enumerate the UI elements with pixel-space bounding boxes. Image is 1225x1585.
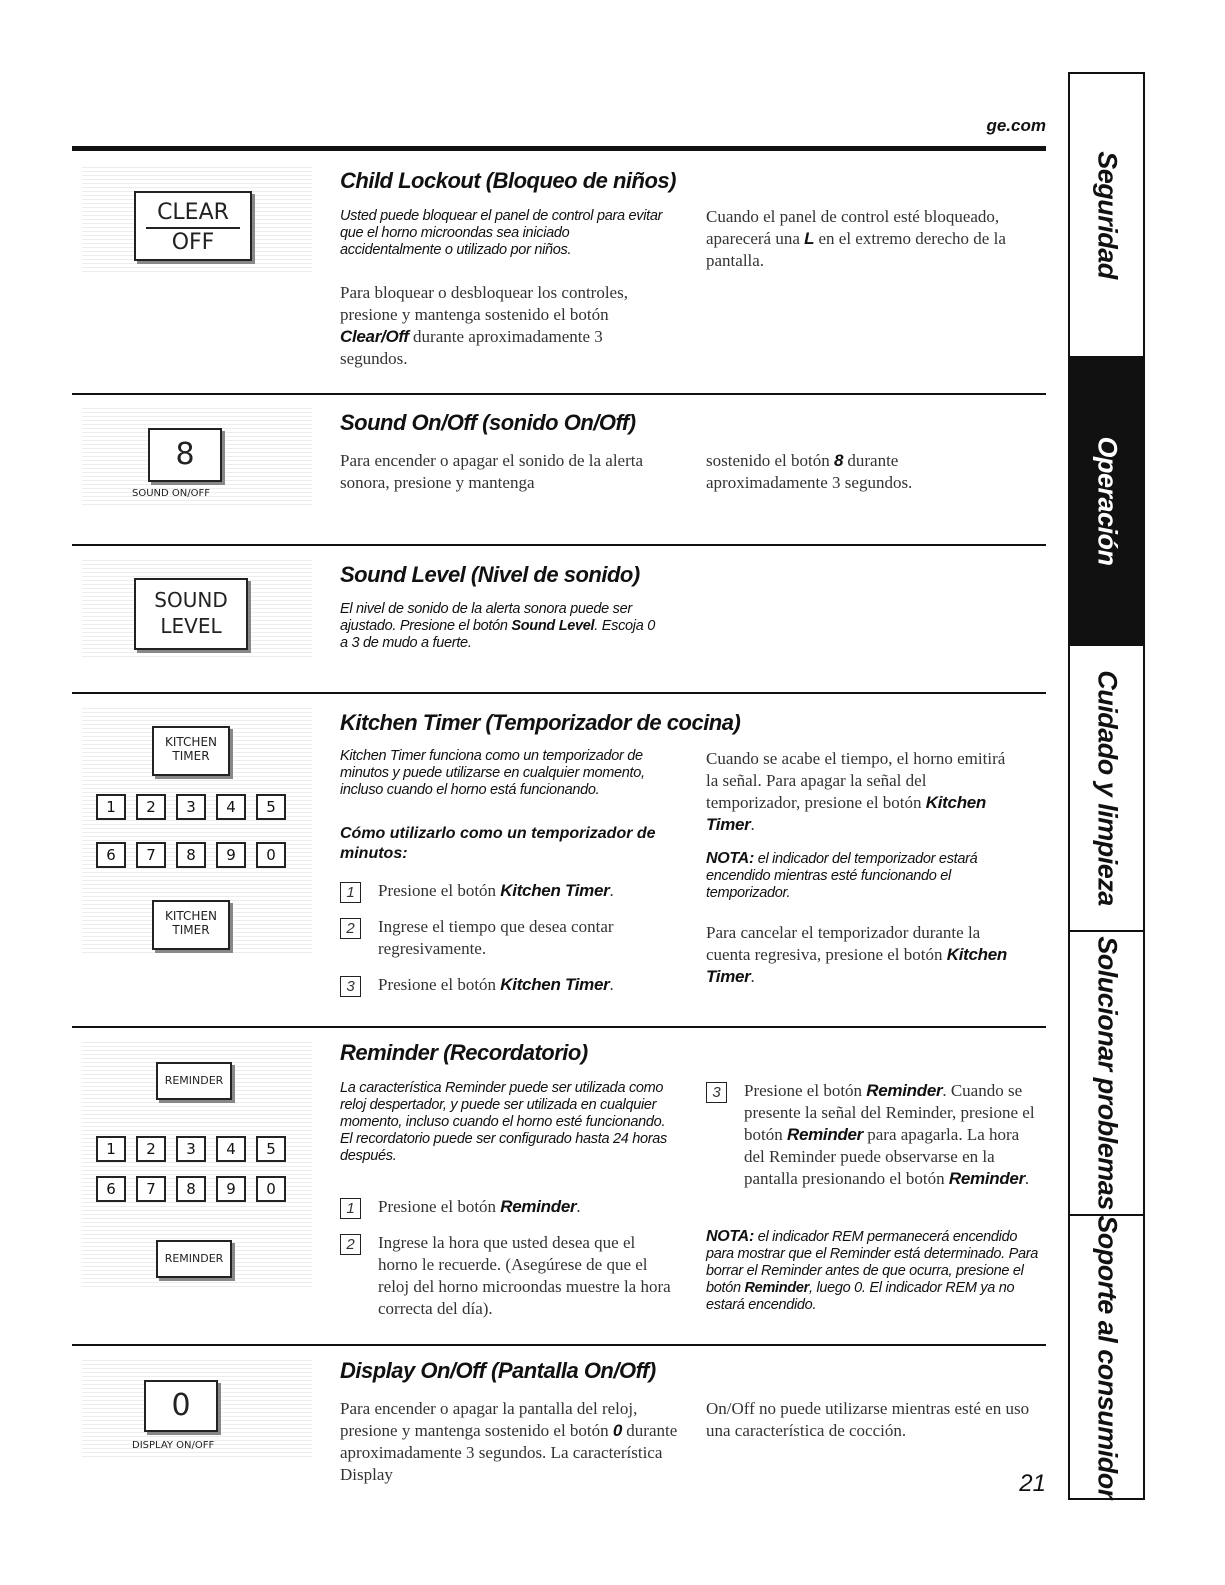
tab-soporte-al-consumidor[interactable]: Soporte al consumidor: [1092, 1215, 1122, 1499]
section-divider: [72, 692, 1046, 694]
kitchen-timer-key-bottom: KITCHEN TIMER: [152, 900, 230, 950]
level-key-label: LEVEL: [160, 614, 222, 638]
step-number: 2: [340, 1234, 361, 1255]
sound-level-body: El nivel de sonido de la alerta sonora puede ser ajustado. Presione el botón Sound Level. Escoja 0 a 3 de mudo a fuerte.: [340, 601, 655, 651]
keypad-key-9: 9: [216, 842, 246, 868]
section-tabs: [1068, 72, 1145, 1500]
clear-key-label: CLEAR: [146, 199, 240, 229]
sound-onoff-key-label: SOUND ON/OFF: [132, 488, 210, 499]
section-divider: [72, 544, 1046, 546]
reminder-panel-illustration: [82, 1040, 312, 1290]
keypad-key-8: 8: [176, 842, 206, 868]
sound-level-key: [134, 578, 248, 650]
display-onoff-panel-illustration: [82, 1360, 312, 1460]
kitchen-timer-title: Kitchen Timer (Temporizador de cocina): [340, 710, 741, 735]
child-lockout-title: Child Lockout (Bloqueo de niños): [340, 168, 676, 193]
keypad-key-3: 3: [176, 1136, 206, 1162]
keypad-key-0: 0: [256, 1176, 286, 1202]
child-lockout-right: Cuando el panel de control esté bloqueado, aparecerá una L en el extremo derecho de la pantalla.: [706, 207, 1006, 270]
sound-level-panel-illustration: [82, 560, 312, 660]
display-onoff-title: Display On/Off (Pantalla On/Off): [340, 1358, 656, 1383]
keypad-key-5: 5: [256, 1136, 286, 1162]
tab-operacion[interactable]: Operación: [1070, 358, 1143, 646]
kitchen-timer-right-2: Para cancelar el temporizador durante la cuenta regresiva, presione el botón Kitchen Timer.: [706, 923, 1007, 986]
child-lockout-intro: Usted puede bloquear el panel de control para evitar que el horno microondas sea iniciado accidentalmente o utilizado por niños.: [340, 208, 663, 258]
keypad-key-7: 7: [136, 842, 166, 868]
keypad-key-6: 6: [96, 1176, 126, 1202]
reminder-key-top: REMINDER: [156, 1062, 232, 1100]
sound-onoff-title: Sound On/Off (sonido On/Off): [340, 410, 636, 435]
tab-solucionar-problemas[interactable]: Solucionar problemas: [1070, 932, 1143, 1216]
kitchen-timer-panel-illustration: [82, 706, 312, 956]
sound-key-label: SOUND: [154, 588, 228, 612]
clear-off-panel-illustration: [82, 165, 312, 275]
sound-onoff-right: sostenido el botón 8 durante aproximadamente 3 segundos.: [706, 451, 913, 492]
keypad-key-2: 2: [136, 1136, 166, 1162]
site-url: ge.com: [986, 116, 1046, 135]
step-number: 3: [706, 1082, 727, 1103]
step-number: 3: [340, 976, 361, 997]
step-number: 1: [340, 1198, 361, 1219]
sound-level-title: Sound Level (Nivel de sonido): [340, 562, 640, 587]
reminder-title: Reminder (Recordatorio): [340, 1040, 588, 1065]
keypad-key-2: 2: [136, 794, 166, 820]
keypad-key-9: 9: [216, 1176, 246, 1202]
section-divider: [72, 393, 1046, 395]
keypad-key-4: 4: [216, 794, 246, 820]
keypad-key-3: 3: [176, 794, 206, 820]
page-number: 21: [1019, 1470, 1046, 1497]
off-key-label: OFF: [171, 230, 215, 255]
reminder-intro: La característica Reminder puede ser utilizada como reloj despertador, y puede ser utilizada en cualquier momento, incluso cuando el horno esté funcionando. El recordatorio puede ser configurado hasta 24 horas después.: [340, 1080, 667, 1164]
kitchen-timer-note: NOTA: el indicador del temporizador estará encendido mientras esté funcionando el temporizador.: [706, 850, 978, 901]
display-onoff-right: On/Off no puede utilizarse mientras esté en uso una característica de cocción.: [706, 1399, 1030, 1440]
display-onoff-key-label: DISPLAY ON/OFF: [132, 1440, 215, 1451]
kitchen-timer-right-1: Cuando se acabe el tiempo, el horno emitirá la señal. Para apagar la señal del temporizador, presione el botón Kitchen Timer.: [706, 749, 1006, 834]
kitchen-timer-intro: Kitchen Timer funciona como un temporizador de minutos y puede utilizarse en cualquier momento, incluso cuando el horno está funcionando.: [340, 748, 645, 798]
section-divider: [72, 1026, 1046, 1028]
keypad-key-7: 7: [136, 1176, 166, 1202]
keypad-key-6: 6: [96, 842, 126, 868]
display-onoff-body: Para encender o apagar la pantalla del reloj, presione y mantenga sostenido el botón 0 durante aproximadamente 3 segundos. La característica Display: [340, 1399, 678, 1484]
keypad-key-1: 1: [96, 1136, 126, 1162]
keypad-key-4: 4: [216, 1136, 246, 1162]
section-divider: [72, 1344, 1046, 1346]
header-rule: [72, 146, 1046, 151]
clear-off-ref: Clear/Off: [340, 327, 409, 346]
child-lockout-body: Para bloquear o desbloquear los controles, presione y mantenga sostenido el botón Clear/Off durante aproximadamente 3 segundos.: [340, 283, 628, 368]
keypad-key-1: 1: [96, 794, 126, 820]
zero-key: 0: [144, 1380, 218, 1432]
clear-off-key: [134, 191, 252, 261]
sound-onoff-panel-illustration: [82, 408, 312, 508]
tab-seguridad[interactable]: Seguridad: [1070, 74, 1143, 358]
keypad-key-0: 0: [256, 842, 286, 868]
kitchen-timer-key-top: KITCHEN TIMER: [152, 726, 230, 776]
sound-onoff-body: Para encender o apagar el sonido de la alerta sonora, presione y mantenga: [340, 451, 644, 492]
eight-key: 8: [148, 428, 222, 482]
keypad-key-5: 5: [256, 794, 286, 820]
step-number: 1: [340, 882, 361, 903]
reminder-note: NOTA: el indicador REM permanecerá encendido para mostrar que el Reminder está determinado. Para borrar el Reminder antes de que ocurra, presione el botón Reminder, luego 0. El indicador REM ya no estará encendido.: [706, 1228, 1039, 1313]
keypad-key-8: 8: [176, 1176, 206, 1202]
step-number: 2: [340, 918, 361, 939]
kitchen-timer-subhead: Cómo utilizarlo como un temporizador de minutos:: [340, 825, 656, 862]
reminder-key-bottom: REMINDER: [156, 1240, 232, 1278]
tab-cuidado-y-limpieza[interactable]: Cuidado y limpieza: [1070, 646, 1143, 932]
